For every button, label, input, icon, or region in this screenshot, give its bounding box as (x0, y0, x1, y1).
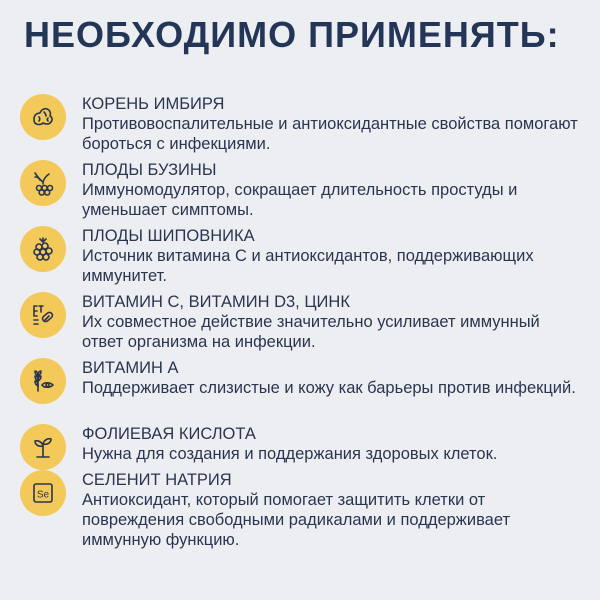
ginger-root-icon (20, 94, 66, 140)
item-description: Противовоспалительные и антиоксидантные свойства помогают бороться с инфекциями. (82, 115, 578, 153)
item-description: Нужна для создания и поддержания здоровых клеток. (82, 445, 498, 463)
item-heading: ВИТАМИН С, ВИТАМИН D3, ЦИНК (82, 293, 350, 311)
item-description: Иммуномодулятор, сокращает длительность простуды и уменьшает симптомы. (82, 181, 518, 219)
item-description: Поддерживает слизистые и кожу как барьеры против инфекций. (82, 379, 576, 397)
item-heading: КОРЕНЬ ИМБИРЯ (82, 95, 225, 113)
rosehip-berry-icon (20, 226, 66, 272)
item-description: Их совместное действие значительно усиливает иммунный ответ организма на инфекции. (82, 313, 540, 351)
wheat-eye-icon (20, 358, 66, 404)
item-heading: ПЛОДЫ БУЗИНЫ (82, 161, 217, 179)
selenium-symbol: Se (36, 489, 50, 501)
item-description: Антиоксидант, который помогает защитить клетки от повреждения свободными радикалами и поддерживает иммунную функцию. (82, 491, 511, 549)
item-heading: ФОЛИЕВАЯ КИСЛОТА (82, 425, 256, 443)
item-description: Источник витамина С и антиоксидантов, поддерживающих иммунитет. (82, 247, 534, 285)
item-heading: ПЛОДЫ ШИПОВНИКА (82, 227, 255, 245)
vitamins-icon (20, 292, 66, 338)
selenium-element-icon (20, 470, 66, 516)
elderberry-icon (20, 160, 66, 206)
sprout-icon (20, 424, 66, 470)
page-title: НЕОБХОДИМО ПРИМЕНЯТЬ: (24, 14, 560, 55)
item-heading: ВИТАМИН А (82, 359, 179, 377)
item-heading: СЕЛЕНИТ НАТРИЯ (82, 471, 232, 489)
